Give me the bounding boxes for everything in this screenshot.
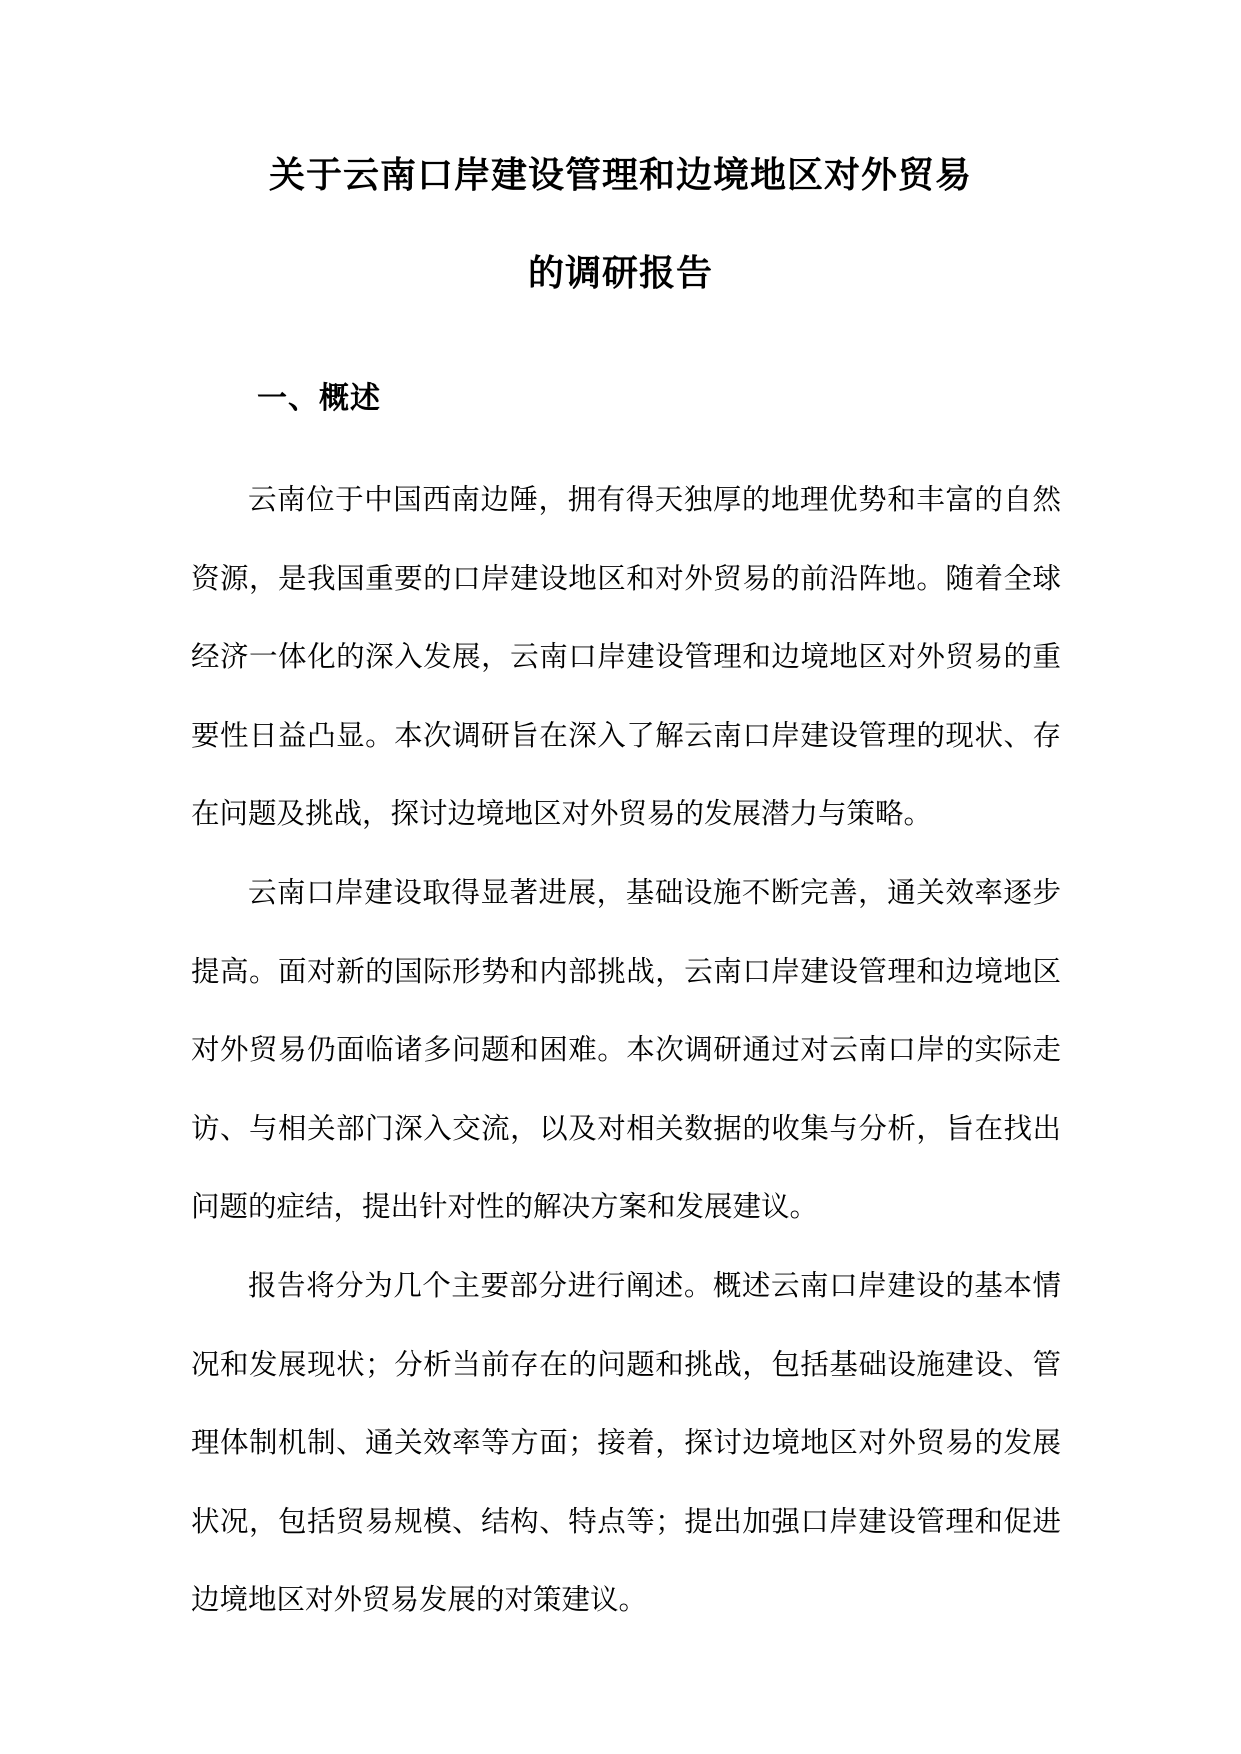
paragraph-1: 云南位于中国西南边陲，拥有得天独厚的地理优势和丰富的自然资源，是我国重要的口岸建设地区和对外贸易的前沿阵地。随着全球经济一体化的深入发展，云南口岸建设管理和边境地区对外贸易的重要性日益凸显。本次调研旨在深入了解云南口岸建设管理的现状、存在问题及挑战，探讨边境地区对外贸易的发展潜力与策略。 — [191, 483, 1061, 831]
paragraph-2: 云南口岸建设取得显著进展，基础设施不断完善，通关效率逐步提高。面对新的国际形势和内部挑战，云南口岸建设管理和边境地区对外贸易仍面临诸多问题和困难。本次调研通过对云南口岸的实际走访、与相关部门深入交流，以及对相关数据的收集与分析，旨在找出问题的症结，提出针对性的解决方案和发展建议。 — [191, 875, 1061, 1224]
report-title-line-1: 关于云南口岸建设管理和边境地区对外贸易 — [268, 155, 972, 196]
document-body — [191, 461, 1061, 1640]
report-title-line-2: 的调研报告 — [527, 253, 713, 294]
paragraph-3: 报告将分为几个主要部分进行阐述。概述云南口岸建设的基本情况和发展现状；分析当前存在的问题和挑战，包括基础设施建设、管理体制机制、通关效率等方面；接着，探讨边境地区对外贸易的发展状况，包括贸易规模、结构、特点等；提出加强口岸建设管理和促进边境地区对外贸易发展的对策建议。 — [191, 1268, 1061, 1617]
section-heading-overview: 一、概述 — [257, 381, 381, 416]
